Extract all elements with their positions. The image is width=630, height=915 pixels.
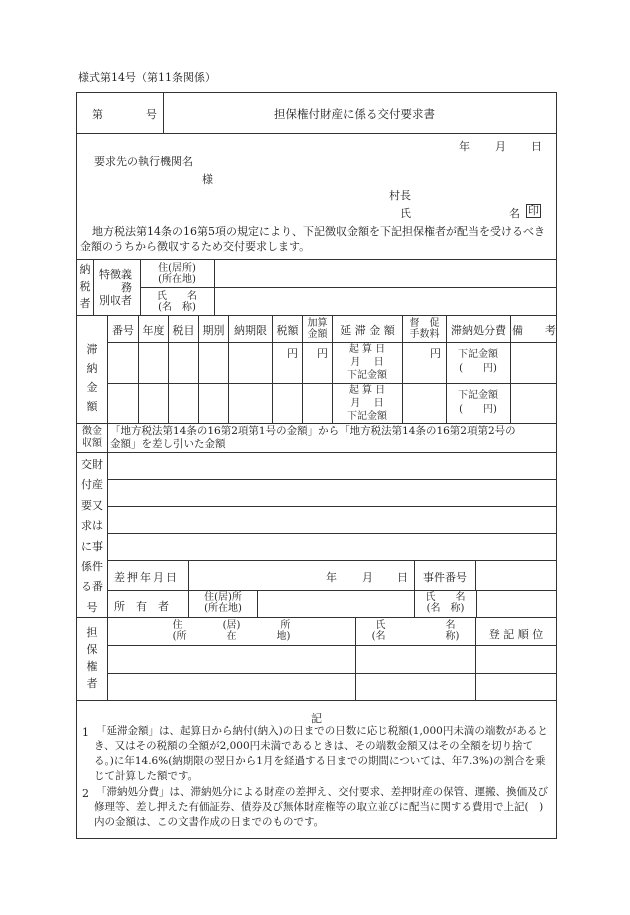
date-year: 年	[459, 140, 470, 153]
reason-side-4: 求は	[81, 519, 103, 533]
secured-address-line-2: (所 在 地)	[172, 631, 291, 642]
date-month: 月	[495, 140, 506, 153]
secured-side-label	[78, 624, 106, 692]
sender-title: 村長	[389, 189, 411, 202]
yen-surcharge: 円	[317, 347, 328, 360]
collection-text-2: 金額」を差し引いた金額	[110, 438, 226, 450]
taxpayer-kind-3: 務	[121, 281, 132, 294]
reason-side-6: 係件	[81, 560, 103, 574]
taxpayer-side-2: 税	[79, 280, 91, 293]
seal-icon: 印	[528, 204, 539, 217]
taxpayer-address-label	[142, 263, 212, 285]
fee-yen-2: ( 円)	[459, 404, 497, 415]
owner-name-label	[415, 592, 476, 614]
arrears-side-4: 額	[86, 400, 98, 413]
arrears-side-2: 納	[86, 362, 98, 375]
yen-demand-fee: 円	[430, 347, 441, 360]
col-period: 期別	[202, 324, 225, 337]
taxpayer-address-line-1: 住(居所)	[158, 263, 196, 274]
collection-label-1: 徴金	[82, 426, 102, 437]
taxpayer-kind-2: 別収者	[99, 294, 132, 307]
yen-tax-amount: 円	[287, 347, 298, 360]
delinquency-calc-1	[336, 343, 398, 382]
secured-address-line-1: 住 (居) 所	[172, 620, 291, 631]
fee-box-1	[448, 348, 508, 376]
secured-name-line-1: 氏 名	[375, 620, 456, 631]
arrears-side-3: 金	[86, 381, 98, 394]
taxpayer-name-line-2: (名 称)	[158, 302, 196, 313]
secured-side-4: 者	[86, 677, 98, 690]
taxpayer-side-3: 者	[79, 297, 91, 310]
seizure-year: 年	[326, 571, 337, 584]
taxpayer-side-label	[78, 261, 92, 312]
fee-yen-1: ( 円)	[459, 363, 497, 374]
calc-start-2: 起 算 日	[348, 385, 386, 396]
col-surcharge-line-1: 加算	[307, 318, 328, 329]
secured-side-3: 権	[86, 660, 98, 673]
taxpayer-name-line-1: 氏 名	[157, 291, 197, 302]
addressee-sama: 様	[202, 173, 213, 186]
owner-name-line-1: 氏 名	[425, 592, 466, 603]
calc-date-1: 月 日	[350, 357, 384, 368]
col-disposition-fee: 滞納処分費	[451, 324, 506, 337]
sender-name-label-2: 名	[509, 207, 520, 220]
secured-side-2: 保	[86, 643, 98, 656]
reason-side-2: 付産	[81, 478, 103, 492]
note-2-number: 2	[82, 787, 89, 800]
collection-side-label	[77, 426, 107, 450]
notes-heading: 記	[311, 712, 322, 725]
arrears-side-1: 滞	[86, 343, 98, 356]
col-delinquency: 延 滞 金 額	[340, 324, 395, 337]
addressee-label: 要求先の執行機関名	[94, 155, 193, 168]
seizure-day: 日	[397, 571, 408, 584]
taxpayer-kind-1: 特徴義	[99, 268, 132, 281]
secured-name-line-2: (名 称)	[371, 631, 460, 642]
delinquency-calc-2	[336, 384, 398, 423]
note-2-text: 「滞納処分費」は、滞納処分による財産の差押え、交付要求、差押財産の保管、運搬、換価及び修理等、差し押えた有価証券、債券及び無体財産権等の取立並びに配当に関する費用で上記( )内の金額は、この文書作成の日までのものです。	[94, 786, 549, 828]
arrears-side-label	[82, 340, 102, 416]
reason-side-1: 交財	[81, 458, 103, 471]
reason-side-8: 号	[86, 600, 98, 614]
col-year: 年度	[142, 324, 165, 337]
taxpayer-name-label	[142, 291, 212, 313]
taxpayer-side-1: 納	[79, 263, 91, 276]
sender-name-label-1: 氏	[400, 207, 411, 220]
collection-text-1: 「地方税法第14条の16第2項第1号の金額」から「地方税法第14条の16第2項第2号の	[110, 425, 516, 437]
col-number: 番号	[112, 324, 134, 337]
calc-start-1: 起 算 日	[348, 344, 386, 355]
col-surcharge	[303, 318, 332, 340]
seizure-date-label: 差押年月日	[114, 571, 179, 584]
collection-text	[110, 425, 516, 451]
col-tax-amount: 税額	[276, 324, 299, 337]
seizure-month: 月	[362, 571, 373, 584]
col-due-date: 納期限	[234, 324, 267, 337]
collection-label-2: 収額	[82, 438, 102, 449]
secured-side-1: 担	[86, 626, 98, 639]
reason-side-3: 要又	[81, 498, 103, 512]
calc-below-2: 下記金額	[347, 411, 387, 422]
document-title: 担保権付財産に係る交付要求書	[274, 107, 435, 121]
reason-side-label	[78, 455, 106, 618]
calc-date-2: 月 日	[350, 398, 384, 409]
col-tax-item: 税目	[172, 324, 195, 337]
intro-text: 地方税法第14条の16第5項の規定により、下記徴収金額を下記担保権者が配当を受けるべき金額のうちから徴収するため交付要求します。	[80, 225, 545, 253]
col-demand-line-1: 督 促	[409, 318, 440, 329]
calc-below-1: 下記金額	[347, 370, 387, 381]
doc-number-prefix: 第	[92, 108, 103, 121]
date-day: 日	[531, 140, 542, 153]
owner-address-label	[189, 592, 257, 614]
secured-address-header	[108, 620, 355, 642]
secured-name-header	[356, 620, 475, 642]
owner-label: 所 有 者	[114, 600, 169, 613]
form-number-label: 様式第14号（第11条関係）	[78, 71, 216, 84]
note-1-number: 1	[82, 726, 89, 739]
owner-name-line-2: (名 称)	[426, 603, 465, 614]
registration-rank-header: 登 記 順 位	[488, 628, 544, 641]
col-remarks: 備 考	[512, 324, 556, 337]
col-demand-fee	[403, 318, 446, 340]
doc-number-suffix: 号	[146, 108, 157, 121]
case-number-label: 事件番号	[423, 571, 467, 584]
owner-address-line-1: 住(居)所	[204, 592, 242, 603]
owner-address-line-2: (所在地)	[204, 603, 242, 614]
col-demand-line-2: 手数料	[409, 329, 440, 340]
seal-mark	[526, 204, 541, 218]
reason-side-5: に事	[81, 539, 103, 553]
fee-below-2: 下記金額	[458, 390, 498, 401]
fee-below-1: 下記金額	[458, 349, 498, 360]
taxpayer-address-line-2: (所在地)	[158, 274, 196, 285]
note-1-text: 「延滞金額」は、起算日から納付(納入)の日までの日数に応じ税額(1,000円未満の端数があるとき、又はその税額の全額が2,000円未満であるときは、その端数金額又はその全額を切り捨てる。)に年14.6%(納期限の翌日から1月を経過する日までの期間については、年7.3%)の割合を乗じて計算した額です。	[94, 725, 548, 782]
fee-box-2	[448, 389, 508, 417]
reason-side-7: る番	[81, 580, 103, 594]
col-surcharge-line-2: 金額	[307, 329, 328, 340]
